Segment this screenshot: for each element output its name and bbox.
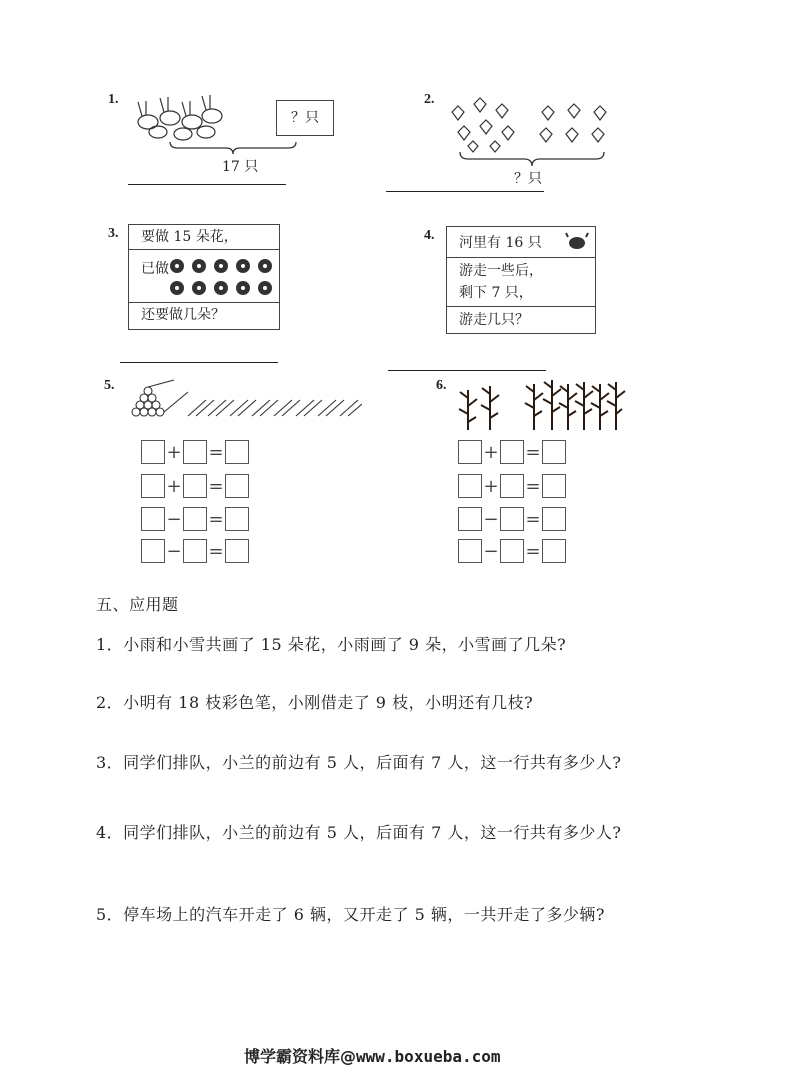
section-heading: 五、应用题 bbox=[96, 595, 179, 614]
answer-box[interactable] bbox=[500, 507, 524, 531]
problem-5-equation-4 bbox=[141, 539, 249, 565]
problem-6-equation-3 bbox=[458, 507, 566, 533]
answer-box[interactable] bbox=[542, 507, 566, 531]
answer-box[interactable] bbox=[500, 539, 524, 563]
problem-6-equation-2 bbox=[458, 474, 566, 500]
problem-5-equation-1 bbox=[141, 440, 249, 466]
footer-url[interactable]: www.boxueba.com bbox=[356, 1047, 501, 1066]
equals-sign: = bbox=[208, 441, 224, 463]
equals-sign: = bbox=[525, 540, 541, 562]
problem-4-row-2b: 剩下 7 只， bbox=[459, 285, 533, 301]
corn-plants-illustration bbox=[456, 376, 626, 432]
problem-2-answer-line[interactable] bbox=[386, 191, 544, 192]
problem-4-answer-line[interactable] bbox=[388, 370, 546, 371]
problem-5-equation-3 bbox=[141, 507, 249, 533]
plus-sign: + bbox=[166, 475, 182, 497]
minus-sign: − bbox=[166, 540, 182, 562]
footer-brand: 博学霸资料库@ bbox=[244, 1047, 357, 1066]
problem-4-number: 4. bbox=[424, 228, 435, 243]
plus-sign: + bbox=[483, 475, 499, 497]
answer-box[interactable] bbox=[500, 474, 524, 498]
problem-1-answer-line[interactable] bbox=[128, 184, 286, 185]
answer-box[interactable] bbox=[141, 539, 165, 563]
answer-box[interactable] bbox=[458, 440, 482, 464]
problem-4-box bbox=[446, 226, 596, 334]
answer-box[interactable] bbox=[141, 474, 165, 498]
answer-box[interactable] bbox=[458, 539, 482, 563]
problem-6-equation-4 bbox=[458, 539, 566, 565]
answer-box[interactable] bbox=[458, 507, 482, 531]
problem-1-total-label: 17 只 bbox=[222, 159, 259, 175]
answer-box[interactable] bbox=[542, 539, 566, 563]
problem-1-number: 1. bbox=[108, 92, 119, 107]
problem-4-row-2a: 游走一些后， bbox=[459, 263, 543, 279]
answer-box[interactable] bbox=[183, 539, 207, 563]
word-problem-3: 3．同学们排队，小兰的前边有 5 人，后面有 7 人，这一行共有多少人? bbox=[96, 753, 622, 772]
problem-3-answer-line[interactable] bbox=[120, 362, 278, 363]
birds-illustration bbox=[444, 92, 614, 154]
answer-box[interactable] bbox=[183, 474, 207, 498]
plus-sign: + bbox=[483, 441, 499, 463]
problem-3-row-1: 要做 15 朵花， bbox=[129, 225, 279, 250]
rabbits-illustration bbox=[128, 92, 228, 142]
problem-4-row-1 bbox=[447, 227, 595, 258]
equals-sign: = bbox=[208, 508, 224, 530]
problem-1-unknown-box: ？只 bbox=[276, 100, 334, 136]
problem-4-row-3: 游走几只？ bbox=[459, 312, 529, 328]
answer-box[interactable] bbox=[141, 440, 165, 464]
problem-3-row-2 bbox=[129, 250, 279, 303]
minus-sign: − bbox=[483, 540, 499, 562]
problem-4-row-1-text: 河里有 16 只 bbox=[459, 235, 542, 251]
answer-box[interactable] bbox=[183, 507, 207, 531]
equals-sign: = bbox=[525, 441, 541, 463]
problem-2-number: 2. bbox=[424, 92, 435, 107]
answer-box[interactable] bbox=[225, 440, 249, 464]
answer-box[interactable] bbox=[458, 474, 482, 498]
answer-box[interactable] bbox=[141, 507, 165, 531]
answer-box[interactable] bbox=[225, 539, 249, 563]
plus-sign: + bbox=[166, 441, 182, 463]
word-problem-2: 2．小明有 18 枝彩色笔，小刚借走了 9 枝，小明还有几枝? bbox=[96, 693, 534, 712]
minus-sign: − bbox=[483, 508, 499, 530]
sticks-illustration bbox=[126, 378, 362, 422]
problem-3-row-3: 还要做几朵？ bbox=[141, 307, 225, 323]
minus-sign: − bbox=[166, 508, 182, 530]
problem-6-equation-1 bbox=[458, 440, 566, 466]
equals-sign: = bbox=[525, 475, 541, 497]
problem-2-question-label: ？只 bbox=[514, 171, 542, 187]
problem-3-done-label: 已做 bbox=[141, 261, 169, 277]
answer-box[interactable] bbox=[542, 440, 566, 464]
answer-box[interactable] bbox=[225, 474, 249, 498]
problem-5-equation-2 bbox=[141, 474, 249, 500]
crab-icon bbox=[565, 231, 589, 253]
problem-2-brace bbox=[458, 150, 608, 168]
answer-box[interactable] bbox=[500, 440, 524, 464]
equals-sign: = bbox=[208, 475, 224, 497]
problem-6-number: 6. bbox=[436, 378, 447, 393]
problem-5-number: 5. bbox=[104, 378, 115, 393]
answer-box[interactable] bbox=[225, 507, 249, 531]
answer-box[interactable] bbox=[542, 474, 566, 498]
equals-sign: = bbox=[208, 540, 224, 562]
problem-4-row-2 bbox=[447, 258, 595, 307]
problem-3-box bbox=[128, 224, 280, 330]
answer-box[interactable] bbox=[183, 440, 207, 464]
word-problem-1: 1．小雨和小雪共画了 15 朵花，小雨画了 9 朵，小雪画了几朵? bbox=[96, 635, 567, 654]
word-problem-4: 4．同学们排队，小兰的前边有 5 人，后面有 7 人，这一行共有多少人? bbox=[96, 823, 622, 842]
footer-watermark bbox=[244, 1044, 501, 1067]
word-problem-5: 5．停车场上的汽车开走了 6 辆，又开走了 5 辆，一共开走了多少辆? bbox=[96, 905, 605, 924]
problem-3-number: 3. bbox=[108, 226, 119, 241]
flowers-illustration bbox=[167, 254, 277, 300]
problem-1-brace bbox=[168, 140, 298, 156]
equals-sign: = bbox=[525, 508, 541, 530]
